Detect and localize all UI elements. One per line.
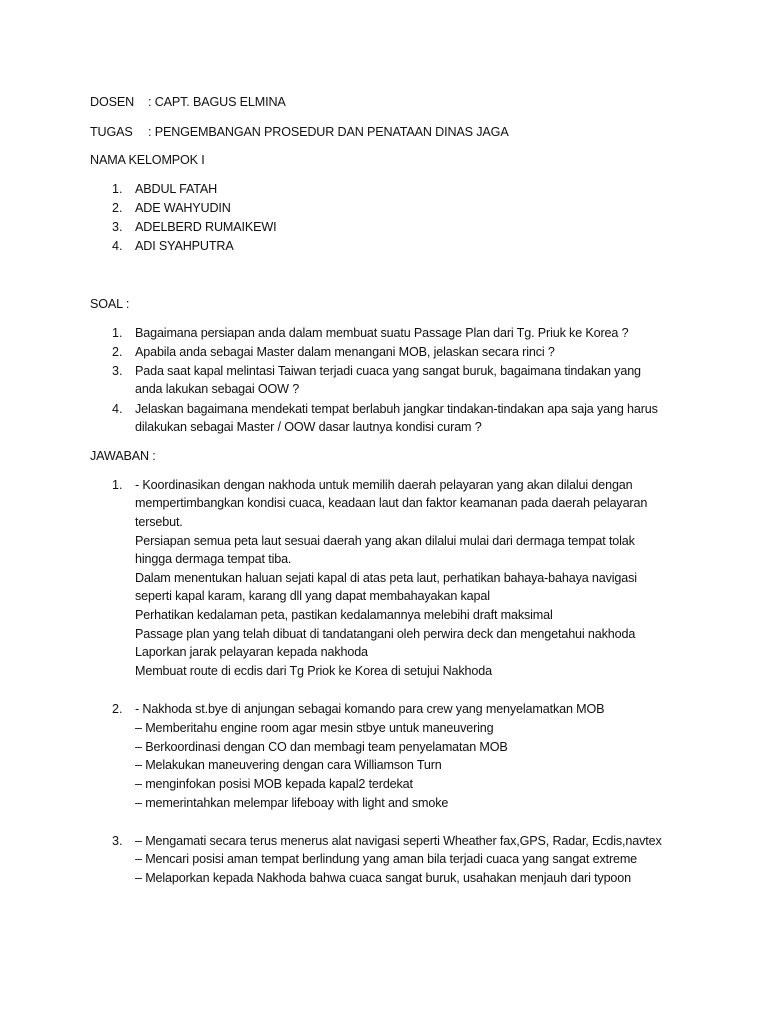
jawaban-line: - Nakhoda st.bye di anjungan sebagai komando para crew yang menyelamatkan MOB bbox=[135, 702, 605, 716]
dosen-value: : CAPT. BAGUS ELMINA bbox=[148, 95, 286, 109]
soal-line: anda lakukan sebagai OOW ? bbox=[135, 382, 300, 396]
soal-title: SOAL : bbox=[90, 297, 130, 311]
jawaban-line: – Melakukan maneuvering dengan cara Williamson Turn bbox=[135, 758, 442, 772]
soal-number: 3. bbox=[112, 364, 123, 378]
jawaban-line: Laporkan jarak pelayaran kepada nakhoda bbox=[135, 645, 368, 659]
jawaban-line: – Memberitahu engine room agar mesin stbye untuk maneuvering bbox=[135, 721, 494, 735]
jawaban-line: Dalam menentukan haluan sejati kapal di atas peta laut, perhatikan bahaya-bahaya navigasi bbox=[135, 571, 637, 585]
tugas-value: : PENGEMBANGAN PROSEDUR DAN PENATAAN DINAS JAGA bbox=[148, 125, 509, 139]
member-name: ADELBERD RUMAIKEWI bbox=[135, 220, 277, 234]
member-number: 4. bbox=[112, 239, 123, 253]
member-name: ADI SYAHPUTRA bbox=[135, 239, 234, 253]
jawaban-line: Passage plan yang telah dibuat di tandatangani oleh perwira deck dan mengetahui nakhoda bbox=[135, 627, 636, 641]
soal-number: 1. bbox=[112, 326, 123, 340]
jawaban-line: - Koordinasikan dengan nakhoda untuk memilih daerah pelayaran yang akan dilalui dengan bbox=[135, 478, 633, 492]
jawaban-number: 1. bbox=[112, 478, 123, 492]
tugas-label: TUGAS bbox=[90, 125, 133, 139]
jawaban-line: – Melaporkan kepada Nakhoda bahwa cuaca sangat buruk, usahakan menjauh dari typoon bbox=[135, 871, 631, 885]
jawaban-line: – memerintahkan melempar lifeboay with light and smoke bbox=[135, 796, 449, 810]
soal-number: 2. bbox=[112, 345, 123, 359]
jawaban-line: hingga dermaga tempat tiba. bbox=[135, 552, 292, 566]
soal-number: 4. bbox=[112, 402, 123, 416]
member-number: 3. bbox=[112, 220, 123, 234]
jawaban-line: mempertimbangkan kondisi cuaca, keadaan laut dan faktor keamanan pada daerah pelayaran bbox=[135, 496, 648, 510]
soal-line: Jelaskan bagaimana mendekati tempat berlabuh jangkar tindakan-tindakan apa saja yang harus bbox=[135, 402, 658, 416]
jawaban-number: 2. bbox=[112, 702, 123, 716]
jawaban-number: 3. bbox=[112, 834, 123, 848]
jawaban-line: – Mencari posisi aman tempat berlindung yang aman bila terjadi cuaca yang sangat extreme bbox=[135, 852, 638, 866]
soal-line: Pada saat kapal melintasi Taiwan terjadi cuaca yang sangat buruk, bagaimana tindakan yang bbox=[135, 364, 641, 378]
soal-line: dilakukan sebagai Master / OOW dasar lautnya kondisi curam ? bbox=[135, 420, 482, 434]
jawaban-line: seperti kapal karam, karang dll yang dapat membahayakan kapal bbox=[135, 589, 490, 603]
jawaban-line: Membuat route di ecdis dari Tg Priok ke Korea di setujui Nakhoda bbox=[135, 664, 492, 678]
member-number: 2. bbox=[112, 201, 123, 215]
member-number: 1. bbox=[112, 182, 123, 196]
member-name: ABDUL FATAH bbox=[135, 182, 218, 196]
jawaban-line: Persiapan semua peta laut sesuai daerah yang akan dilalui mulai dari dermaga tempat tolak bbox=[135, 534, 635, 548]
member-name: ADE WAHYUDIN bbox=[135, 201, 231, 215]
soal-line: Apabila anda sebagai Master dalam menangani MOB, jelaskan secara rinci ? bbox=[135, 345, 555, 359]
jawaban-title: JAWABAN : bbox=[90, 449, 156, 463]
dosen-label: DOSEN bbox=[90, 95, 135, 109]
kelompok-title: NAMA KELOMPOK I bbox=[90, 153, 205, 167]
jawaban-line: Perhatikan kedalaman peta, pastikan kedalamannya melebihi draft maksimal bbox=[135, 608, 553, 622]
jawaban-line: – Mengamati secara terus menerus alat navigasi seperti Wheather fax,GPS, Radar, Ecdis,navtex bbox=[135, 834, 662, 848]
jawaban-line: – Berkoordinasi dengan CO dan membagi team penyelamatan MOB bbox=[135, 740, 508, 754]
jawaban-line: – menginfokan posisi MOB kepada kapal2 terdekat bbox=[135, 777, 413, 791]
soal-line: Bagaimana persiapan anda dalam membuat suatu Passage Plan dari Tg. Priuk ke Korea ? bbox=[135, 326, 629, 340]
jawaban-line: tersebut. bbox=[135, 515, 183, 529]
